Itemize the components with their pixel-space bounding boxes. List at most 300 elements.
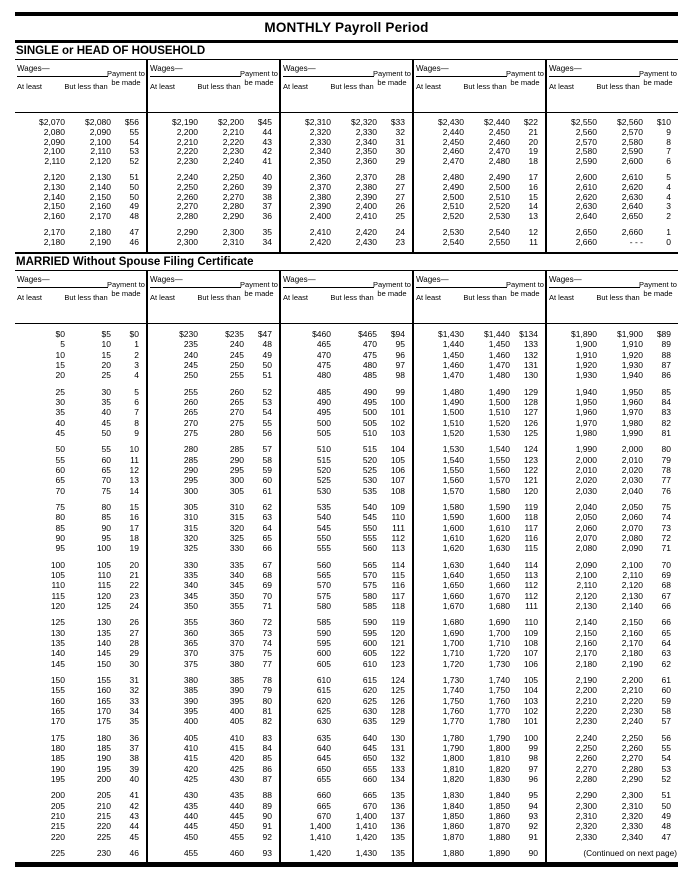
wage-at-least-cell: 30 [55,397,65,408]
table-row [148,638,279,648]
payment-cell: 11 [130,454,139,465]
wage-at-least-cell: 370 [183,648,198,659]
wage-but-less-cell: 520 [362,454,377,465]
table-row [281,832,412,842]
payment-cell: 24 [129,600,139,611]
payment-cell: 75 [262,648,272,659]
wage-bracket-column-group [545,60,678,252]
table-row [547,147,678,157]
table-row [148,560,279,570]
payment-cell: 55 [262,417,272,428]
table-row [414,580,545,590]
table-row [414,147,545,157]
table-row [547,465,678,475]
payment-cell: 73 [262,627,272,638]
payment-cell: 93 [262,847,272,858]
wage-but-less-cell: 1,680 [488,600,510,611]
wage-but-less-cell: 2,120 [621,580,643,591]
wage-but-less-cell: 70 [101,475,111,486]
wage-at-least-cell: 440 [183,810,198,821]
wage-but-less-cell: 2,520 [488,201,510,212]
table-row [281,716,412,726]
wage-but-less-cell: 195 [96,763,111,774]
wage-but-less-cell: 2,530 [488,211,510,222]
payment-cell: 103 [523,695,538,706]
payment-cell: 92 [528,821,538,832]
payment-cell: 13 [528,211,538,222]
wage-but-less-cell: 1,810 [488,753,510,764]
wage-but-less-cell: 30 [101,386,111,397]
wage-but-less-cell: 2,040 [621,485,643,496]
wage-at-least-cell: 2,270 [575,763,597,774]
payment-cell: 120 [523,485,538,496]
payment-header-label: Payment to be made [373,280,411,299]
wage-at-least-cell: 2,100 [43,146,65,157]
wage-at-least-cell: 140 [50,648,65,659]
wage-but-less-cell: 2,260 [222,181,244,192]
payment-cell: 27 [395,181,405,192]
table-row [15,801,146,811]
payment-cell: 18 [528,156,538,167]
column-group-header [414,271,545,324]
table-row [414,733,545,743]
wage-but-less-cell: 10 [101,339,111,350]
table-row [281,659,412,669]
wage-at-least-cell: 1,560 [442,475,464,486]
table-row [281,502,412,512]
wage-but-less-cell: 2,570 [621,126,643,137]
wage-but-less-cell: $2,320 [351,117,377,127]
wage-at-least-cell: 2,410 [309,226,331,237]
wage-at-least-cell: 2,230 [575,716,597,727]
wage-at-least-cell: 2,120 [43,171,65,182]
payment-cell: 48 [661,821,671,832]
payment-cell: 36 [129,732,139,743]
table-row [414,465,545,475]
payment-cell: 38 [262,191,272,202]
payment-cell: 93 [528,810,538,821]
at-least-header-label: At least [150,293,176,303]
payment-cell: 30 [129,658,139,669]
payment-cell: 65 [262,532,272,543]
wage-at-least-cell: 640 [316,742,331,753]
table-row [15,659,146,669]
payment-cell: 63 [262,512,272,523]
payment-cell: 125 [390,685,405,696]
wage-rows [281,113,412,252]
payment-cell: 51 [262,370,272,381]
payment-cell: 34 [129,705,139,716]
wage-but-less-cell: 2,270 [621,753,643,764]
table-row [148,193,279,203]
table-row [281,696,412,706]
table-row [281,790,412,800]
wage-at-least-cell: 1,620 [442,543,464,554]
wage-but-less-cell: 2,240 [222,156,244,167]
payment-cell: 2 [134,349,139,360]
table-row [281,706,412,716]
wage-at-least-cell: 2,040 [575,501,597,512]
wage-but-less-cell: 530 [362,475,377,486]
wage-at-least-cell: 2,420 [309,236,331,247]
table-row [281,601,412,611]
at-least-header-label: At least [549,293,575,303]
payment-cell: 14 [528,201,538,212]
wage-but-less-cell: 505 [362,417,377,428]
wage-at-least-cell: 2,210 [176,136,198,147]
payment-cell: 13 [129,475,139,486]
payment-cell: 15 [528,191,538,202]
wage-but-less-cell: 385 [229,674,244,685]
table-row [148,801,279,811]
wage-at-least-cell: 430 [183,790,198,801]
table-row [148,570,279,580]
table-row [281,628,412,638]
payment-cell: 62 [661,658,671,669]
section-single-title: SINGLE or HEAD OF HOUSEHOLD [15,43,678,60]
wage-at-least-cell: 2,390 [309,201,331,212]
wages-header-label: Wages— [416,64,507,77]
payment-cell: 117 [391,590,405,601]
payment-cell: 4 [134,370,139,381]
table-row [547,733,678,743]
wage-at-least-cell: 520 [316,465,331,475]
wage-at-least-cell: 1,940 [575,386,597,397]
table-row [414,543,545,553]
wage-but-less-cell: 2,200 [621,674,643,685]
payment-cell: 66 [661,600,671,611]
payment-cell: 72 [661,532,671,543]
wage-at-least-cell: 1,630 [442,559,464,570]
table-row [15,475,146,485]
payment-cell: 76 [661,485,671,496]
table-row [148,238,279,248]
wage-at-least-cell: 625 [316,705,331,716]
payment-cell: 61 [661,674,671,685]
payment-cell: 106 [390,465,405,475]
wage-at-least-cell: 1,950 [575,397,597,408]
wage-but-less-cell: 2,130 [89,171,111,182]
payment-cell: 108 [390,485,405,496]
wage-but-less-cell: 2,170 [621,637,643,648]
wage-at-least-cell: 20 [55,370,65,381]
table-row [547,811,678,821]
wage-but-less-cell: 575 [362,580,377,591]
wage-but-less-cell: 395 [229,695,244,706]
payment-cell: 27 [129,627,139,638]
payment-cell: 112 [391,532,405,543]
payment-cell: $134 [519,329,538,340]
payment-cell: 68 [262,569,272,580]
table-row [148,512,279,522]
table-row [547,591,678,601]
wage-but-less-cell: 330 [229,543,244,554]
wage-but-less-cell: 285 [229,444,244,455]
wage-at-least-cell: 480 [316,370,331,381]
table-row [414,570,545,580]
wage-at-least-cell: 2,330 [575,831,597,842]
table-row [15,339,146,349]
wage-but-less-cell: 190 [96,753,111,764]
payment-header-label: Payment to be made [506,69,544,87]
payment-cell: 22 [129,580,139,591]
wage-but-less-cell: 2,050 [621,501,643,512]
wage-at-least-cell: 2,450 [442,136,464,147]
wage-but-less-cell: 2,350 [355,146,377,157]
wage-but-less-cell: 1,860 [488,810,510,821]
wage-at-least-cell: 2,130 [575,600,597,611]
wage-at-least-cell: 2,120 [575,590,597,601]
wage-at-least-cell: 2,580 [575,146,597,157]
payment-cell: 89 [262,800,272,811]
table-row [547,350,678,360]
wage-but-less-cell: 315 [229,512,244,523]
table-row [414,706,545,716]
wage-but-less-cell: 1,700 [488,627,510,638]
table-row [414,428,545,438]
table-row [281,138,412,148]
wage-but-less-cell: 1,820 [488,763,510,774]
wage-at-least-cell: 2,070 [575,532,597,543]
table-row [547,706,678,716]
table-row [281,848,412,858]
payment-cell: 71 [661,543,671,554]
table-row [15,764,146,774]
wage-at-least-cell: 2,190 [575,674,597,685]
wage-but-less-cell: 2,310 [621,800,643,811]
payment-cell: 75 [661,501,671,512]
wage-at-least-cell: 2,090 [43,136,65,147]
payment-cell: 43 [129,810,139,821]
table-row [547,523,678,533]
table-row [148,465,279,475]
table-row [148,706,279,716]
table-row [15,790,146,800]
wage-but-less-cell: 375 [229,648,244,659]
wage-at-least-cell: 2,510 [442,201,464,212]
payment-cell: 136 [390,821,405,832]
wage-but-less-cell: 2,660 [621,226,643,237]
wage-but-less-cell: 1,580 [488,485,510,496]
table-row [281,560,412,570]
wage-at-least-cell: 1,700 [442,637,464,648]
wage-bracket-column-group [412,271,545,862]
but-less-than-header-label: But less than [463,82,507,91]
wage-but-less-cell: 2,580 [621,136,643,147]
table-row [281,475,412,485]
wage-at-least-cell: 1,470 [442,370,464,381]
payment-cell: 45 [129,831,139,842]
wage-but-less-cell: 550 [362,522,377,533]
wage-but-less-cell: - - - [629,236,643,247]
wage-at-least-cell: 225 [50,847,65,858]
wage-at-least-cell: 195 [50,773,65,784]
wage-but-less-cell: 2,000 [621,444,643,455]
wage-at-least-cell: 2,140 [43,191,65,202]
wage-at-least-cell: 600 [316,648,331,659]
wage-bracket-column-group [146,271,279,862]
wage-at-least-cell: 165 [50,705,65,716]
but-less-than-header-label: But less than [197,82,241,91]
wage-but-less-cell: 2,070 [621,522,643,533]
wage-at-least-cell: 495 [316,407,331,418]
wage-but-less-cell: 40 [101,407,111,418]
wage-at-least-cell: 120 [50,600,65,611]
payment-cell: 2 [666,211,671,222]
table-row [148,696,279,706]
wage-but-less-cell: 20 [101,360,111,371]
wage-at-least-cell: 1,550 [442,465,464,475]
table-row [547,238,678,248]
wage-but-less-cell: 2,630 [621,191,643,202]
wage-at-least-cell: 360 [183,627,198,638]
wage-at-least-cell: 155 [50,685,65,696]
wage-but-less-cell: 100 [96,543,111,554]
wage-but-less-cell: 1,840 [488,790,510,801]
payment-cell: 63 [661,648,671,659]
payment-cell: 92 [262,831,272,842]
wage-but-less-cell: 525 [362,465,377,475]
table-row [148,832,279,842]
payment-cell: 9 [134,428,139,439]
payment-cell: 23 [129,590,139,601]
payment-cell: 130 [523,370,538,381]
payment-cell: 115 [391,569,405,580]
column-group-header [547,271,678,324]
payment-cell: 111 [525,600,538,611]
wage-but-less-cell: 340 [229,569,244,580]
table-row [547,764,678,774]
table-row [414,628,545,638]
table-row [414,675,545,685]
wage-at-least-cell: 660 [316,790,331,801]
wage-at-least-cell: 330 [183,559,198,570]
wage-rows [15,113,146,252]
wage-but-less-cell: 645 [362,742,377,753]
payment-cell: 65 [661,627,671,638]
payment-cell: 51 [129,171,139,182]
wage-at-least-cell: 2,130 [43,181,65,192]
payment-cell: 135 [390,847,405,858]
table-row [148,821,279,831]
table-row [414,138,545,148]
payment-cell: 107 [523,648,538,659]
wage-at-least-cell: 1,820 [442,773,464,784]
wages-header-label: Wages— [549,275,640,288]
wage-at-least-cell: 650 [316,763,331,774]
payment-cell: 8 [134,417,139,428]
payment-cell: 118 [524,512,538,523]
table-row [148,118,279,128]
wage-but-less-cell: 2,230 [621,705,643,716]
wage-at-least-cell: 2,300 [176,236,198,247]
wage-but-less-cell: 65 [101,465,111,475]
table-row [414,801,545,811]
table-row [547,329,678,339]
table-row [15,675,146,685]
payment-cell: 96 [528,773,538,784]
wage-but-less-cell: 455 [229,831,244,842]
payment-cell: 64 [262,522,272,533]
wage-at-least-cell: 1,730 [442,674,464,685]
wage-at-least-cell: 2,300 [575,800,597,811]
payment-cell: 48 [262,339,272,350]
table-row [15,329,146,339]
table-row [547,360,678,370]
table-row [547,659,678,669]
wage-but-less-cell: $465 [358,329,377,340]
payment-cell: 42 [129,800,139,811]
wage-at-least-cell: 300 [183,485,198,496]
payment-cell: 84 [262,742,272,753]
payment-cell: 47 [661,831,671,842]
wage-at-least-cell: 275 [183,428,198,439]
table-row [547,790,678,800]
wage-but-less-cell: 595 [362,627,377,638]
table-row [148,685,279,695]
wage-but-less-cell: 1,750 [488,685,510,696]
payment-cell: 126 [390,695,405,706]
at-least-header-label: At least [283,293,309,303]
wage-at-least-cell: 315 [183,522,198,533]
payment-cell: 82 [262,716,272,727]
payment-cell: $47 [257,329,272,340]
wage-at-least-cell: 2,320 [309,126,331,137]
wage-but-less-cell: 2,360 [355,156,377,167]
table-row [547,580,678,590]
wage-but-less-cell: 1,590 [488,501,510,512]
table-row [281,118,412,128]
wages-header-label: Wages— [150,64,241,77]
wage-but-less-cell: 2,380 [355,181,377,192]
payment-cell: 39 [262,181,272,192]
wage-at-least-cell: 5 [60,339,65,350]
table-row [15,848,146,858]
wage-at-least-cell: 2,050 [575,512,597,523]
wage-at-least-cell: 1,920 [575,360,597,371]
payment-cell: 97 [528,763,538,774]
wage-at-least-cell: 180 [50,742,65,753]
wage-at-least-cell: $0 [55,329,65,340]
wage-at-least-cell: 2,460 [442,146,464,157]
payment-cell: 28 [129,637,139,648]
payment-cell: 131 [523,360,538,371]
payment-cell: 28 [395,171,405,182]
payment-cell: 78 [661,465,671,475]
wage-at-least-cell: 15 [55,360,65,371]
payment-cell: 81 [262,705,272,716]
payment-cell: 67 [262,559,272,570]
wage-at-least-cell: 1,410 [309,831,331,842]
payment-cell: 104 [390,444,405,455]
payment-cell: $45 [257,117,272,127]
wage-at-least-cell: 2,010 [575,465,597,475]
wage-but-less-cell: 2,610 [621,171,643,182]
wage-but-less-cell: 240 [229,339,244,350]
wage-at-least-cell: 2,350 [309,156,331,167]
wage-at-least-cell: 375 [183,658,198,669]
payment-cell: 7 [134,407,139,418]
table-row [414,339,545,349]
table-row [281,774,412,784]
table-row [414,329,545,339]
wage-at-least-cell: 85 [55,522,65,533]
table-row [281,238,412,248]
wage-but-less-cell: 25 [101,370,111,381]
wage-but-less-cell: 1,480 [488,370,510,381]
wage-at-least-cell: 545 [316,522,331,533]
wage-at-least-cell: 2,320 [575,821,597,832]
